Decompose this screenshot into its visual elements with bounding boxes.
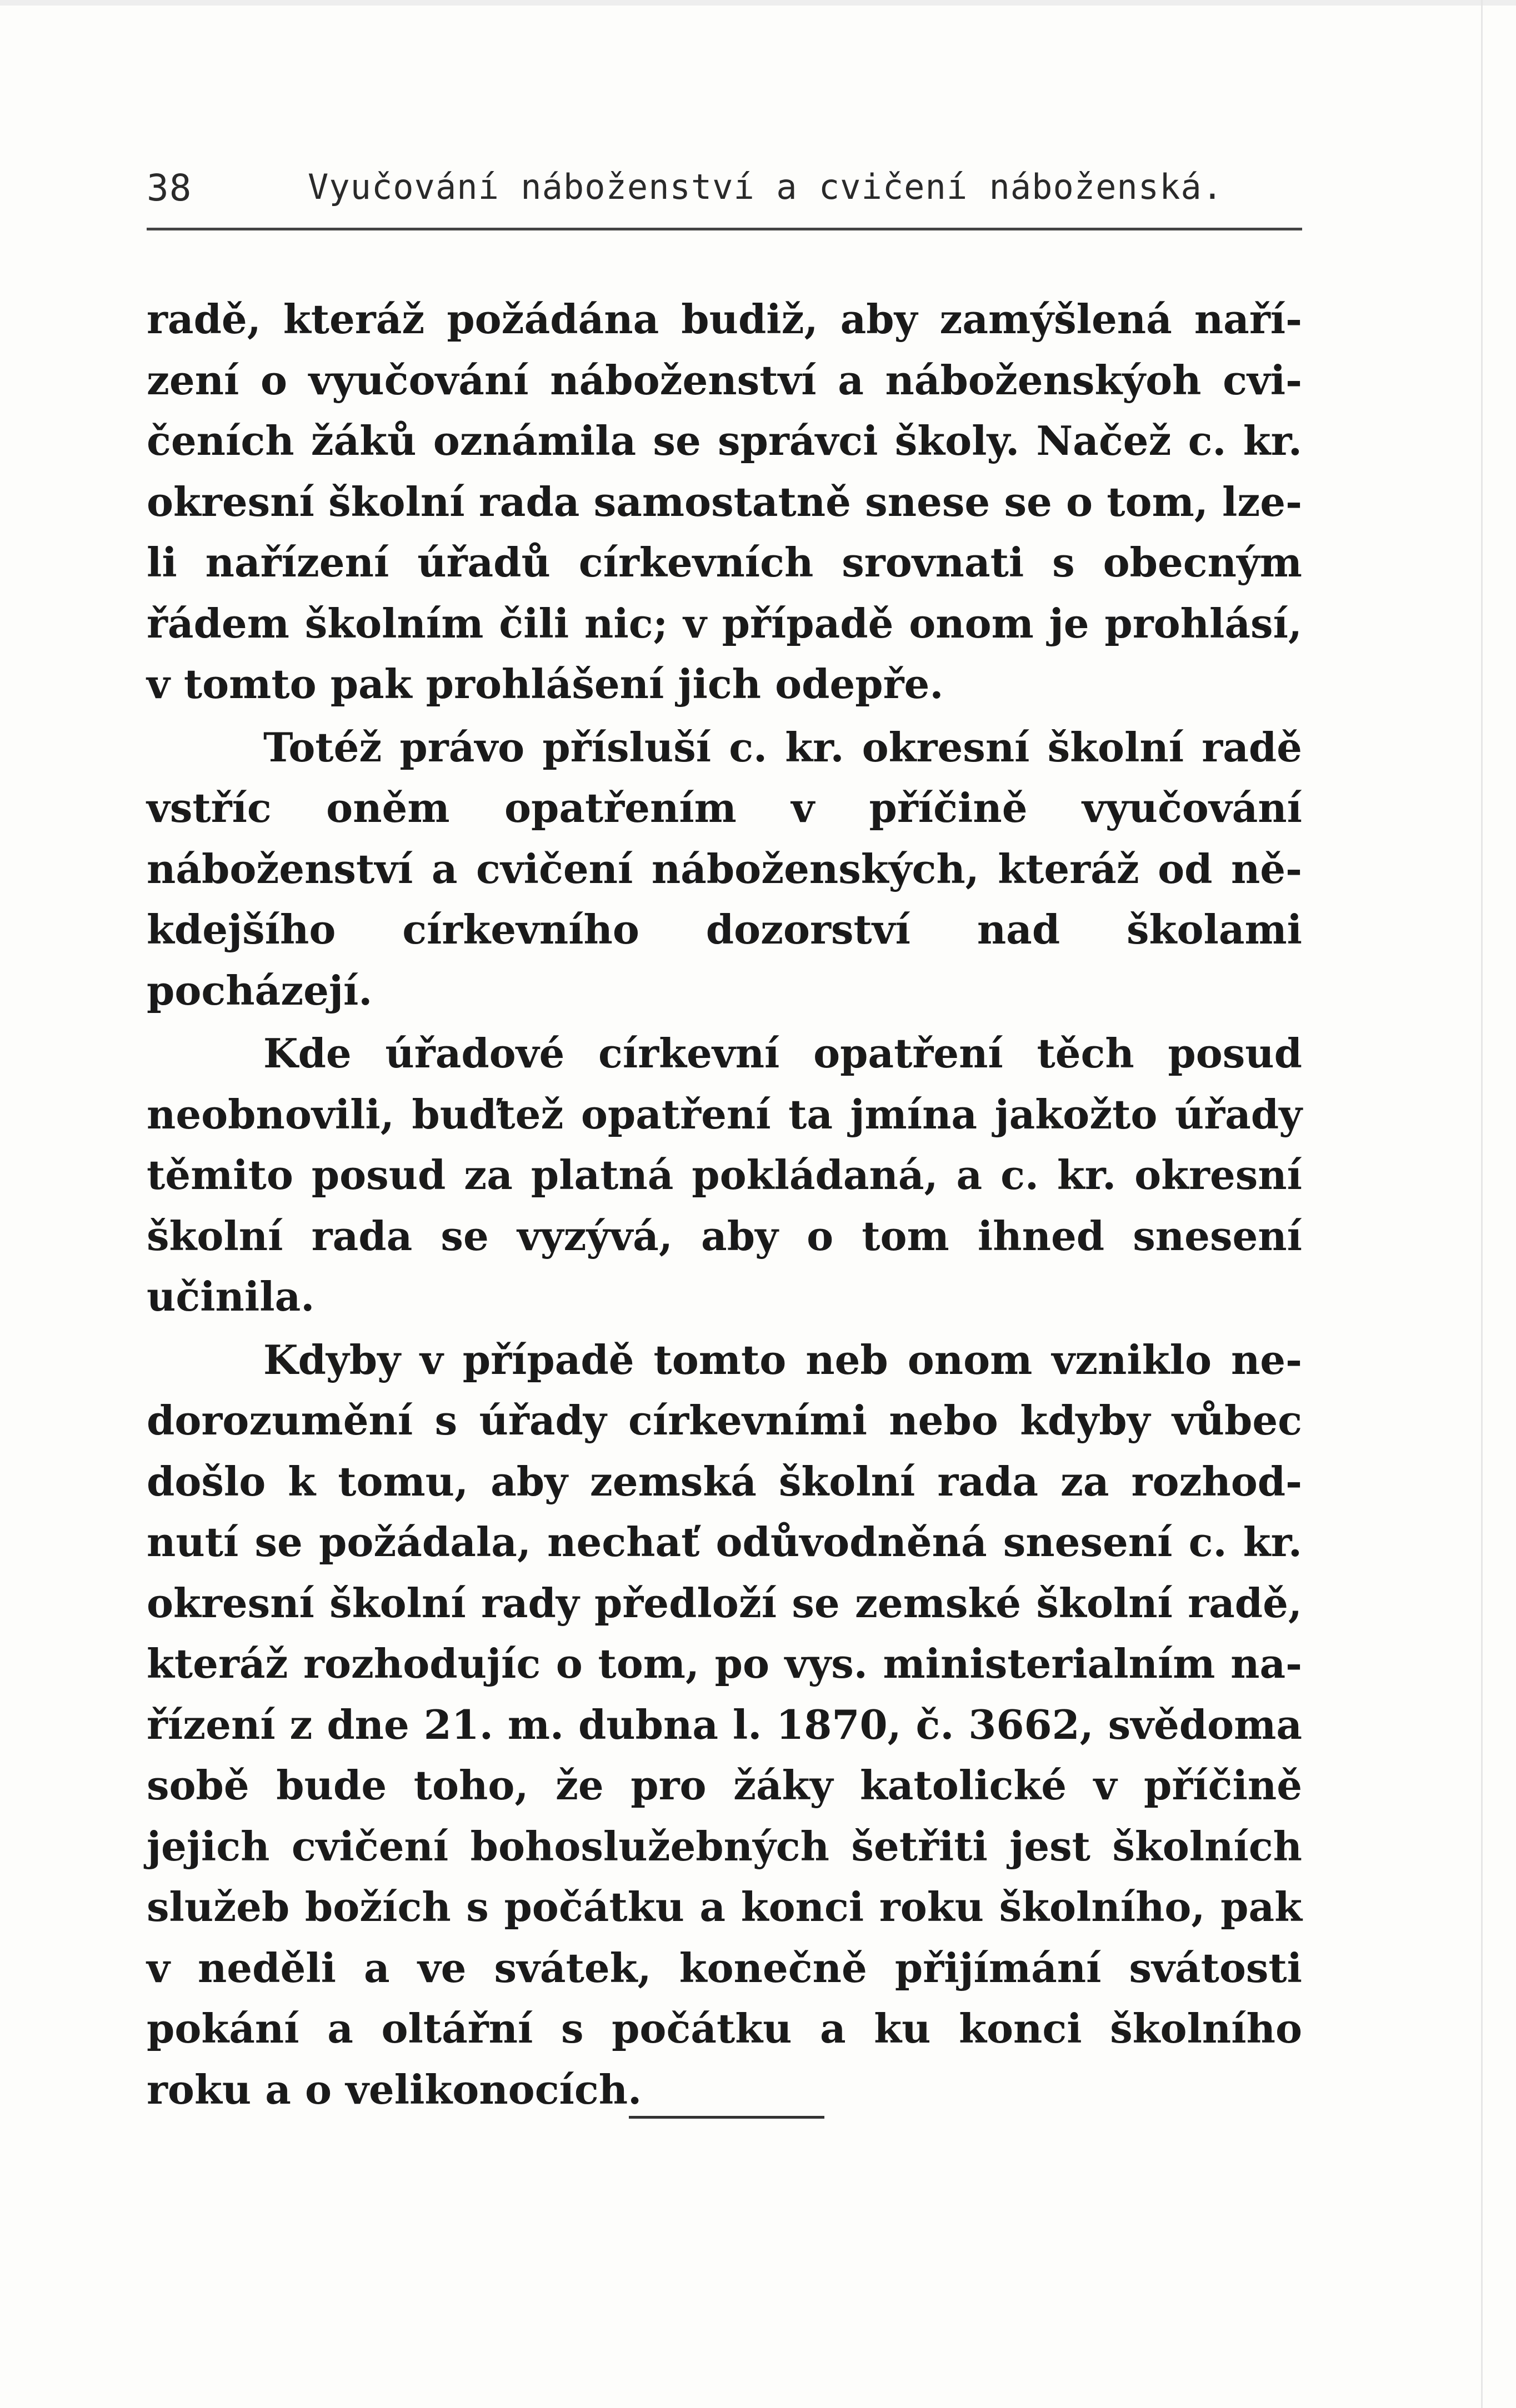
running-title: Vyučování náboženství a cvičení náboženská. xyxy=(308,167,1224,207)
paragraph-3: Kde úřadové církevní opatření těch posud neobnovili, buďtež opatření ta jmína jakožto úřady těmito posud za platná pokládaná, a c. kr. okresní školní rada se vyzývá, aby o tom ihned snesení učinila. xyxy=(147,1030,1302,1320)
section-end-rule xyxy=(629,2116,824,2119)
page-top-edge xyxy=(0,0,1516,6)
paragraph-1: radě, kteráž požádána budiž, aby zamýšlená nařízení o vyučování náboženství a náboženskýoh cvičeních žáků oznámila se správci školy. Načež c. kr. okresní školní rada samostatně snese se o tom, lze-li nařízení úřadů církevních srovnati s obecným řádem školním čili nic; v případě onom je prohlásí, v tomto pak prohlášení jich odepře. xyxy=(147,295,1302,708)
page-header xyxy=(147,161,1302,222)
paragraph-2: Totéž právo přísluší c. kr. okresní školní radě vstříc oněm opatřením v příčině vyučování náboženství a cvičení náboženských, kteráž od někdejšího církevního dozorství nad školami pocházejí. xyxy=(147,723,1302,1014)
body-text xyxy=(147,289,1302,2120)
paragraph-4: Kdyby v případě tomto neb onom vzniklo nedorozumění s úřady církevními nebo kdyby vůbec došlo k tomu, aby zemská školní rada za rozhodnutí se požádala, nechať odůvodněná snesení c. kr. okresní školní rady předloží se zemské školní radě, kteráž rozhodujíc o tom, po vys. ministerialním nařízení z dne 21. m. dubna l. 1870, č. 3662, svědoma sobě bude toho, že pro žáky katolické v příčině jejich cvičení bohoslužebných šetřiti jest školních služeb božích s počátku a konci roku školního, pak v neděli a ve svátek, konečně přijímání svátosti pokání a oltářní s počátku a ku konci školního roku a o velikonocích. xyxy=(147,1336,1302,2113)
header-rule xyxy=(147,228,1302,230)
page-right-edge xyxy=(1481,0,1516,2408)
page-number: 38 xyxy=(147,167,192,209)
